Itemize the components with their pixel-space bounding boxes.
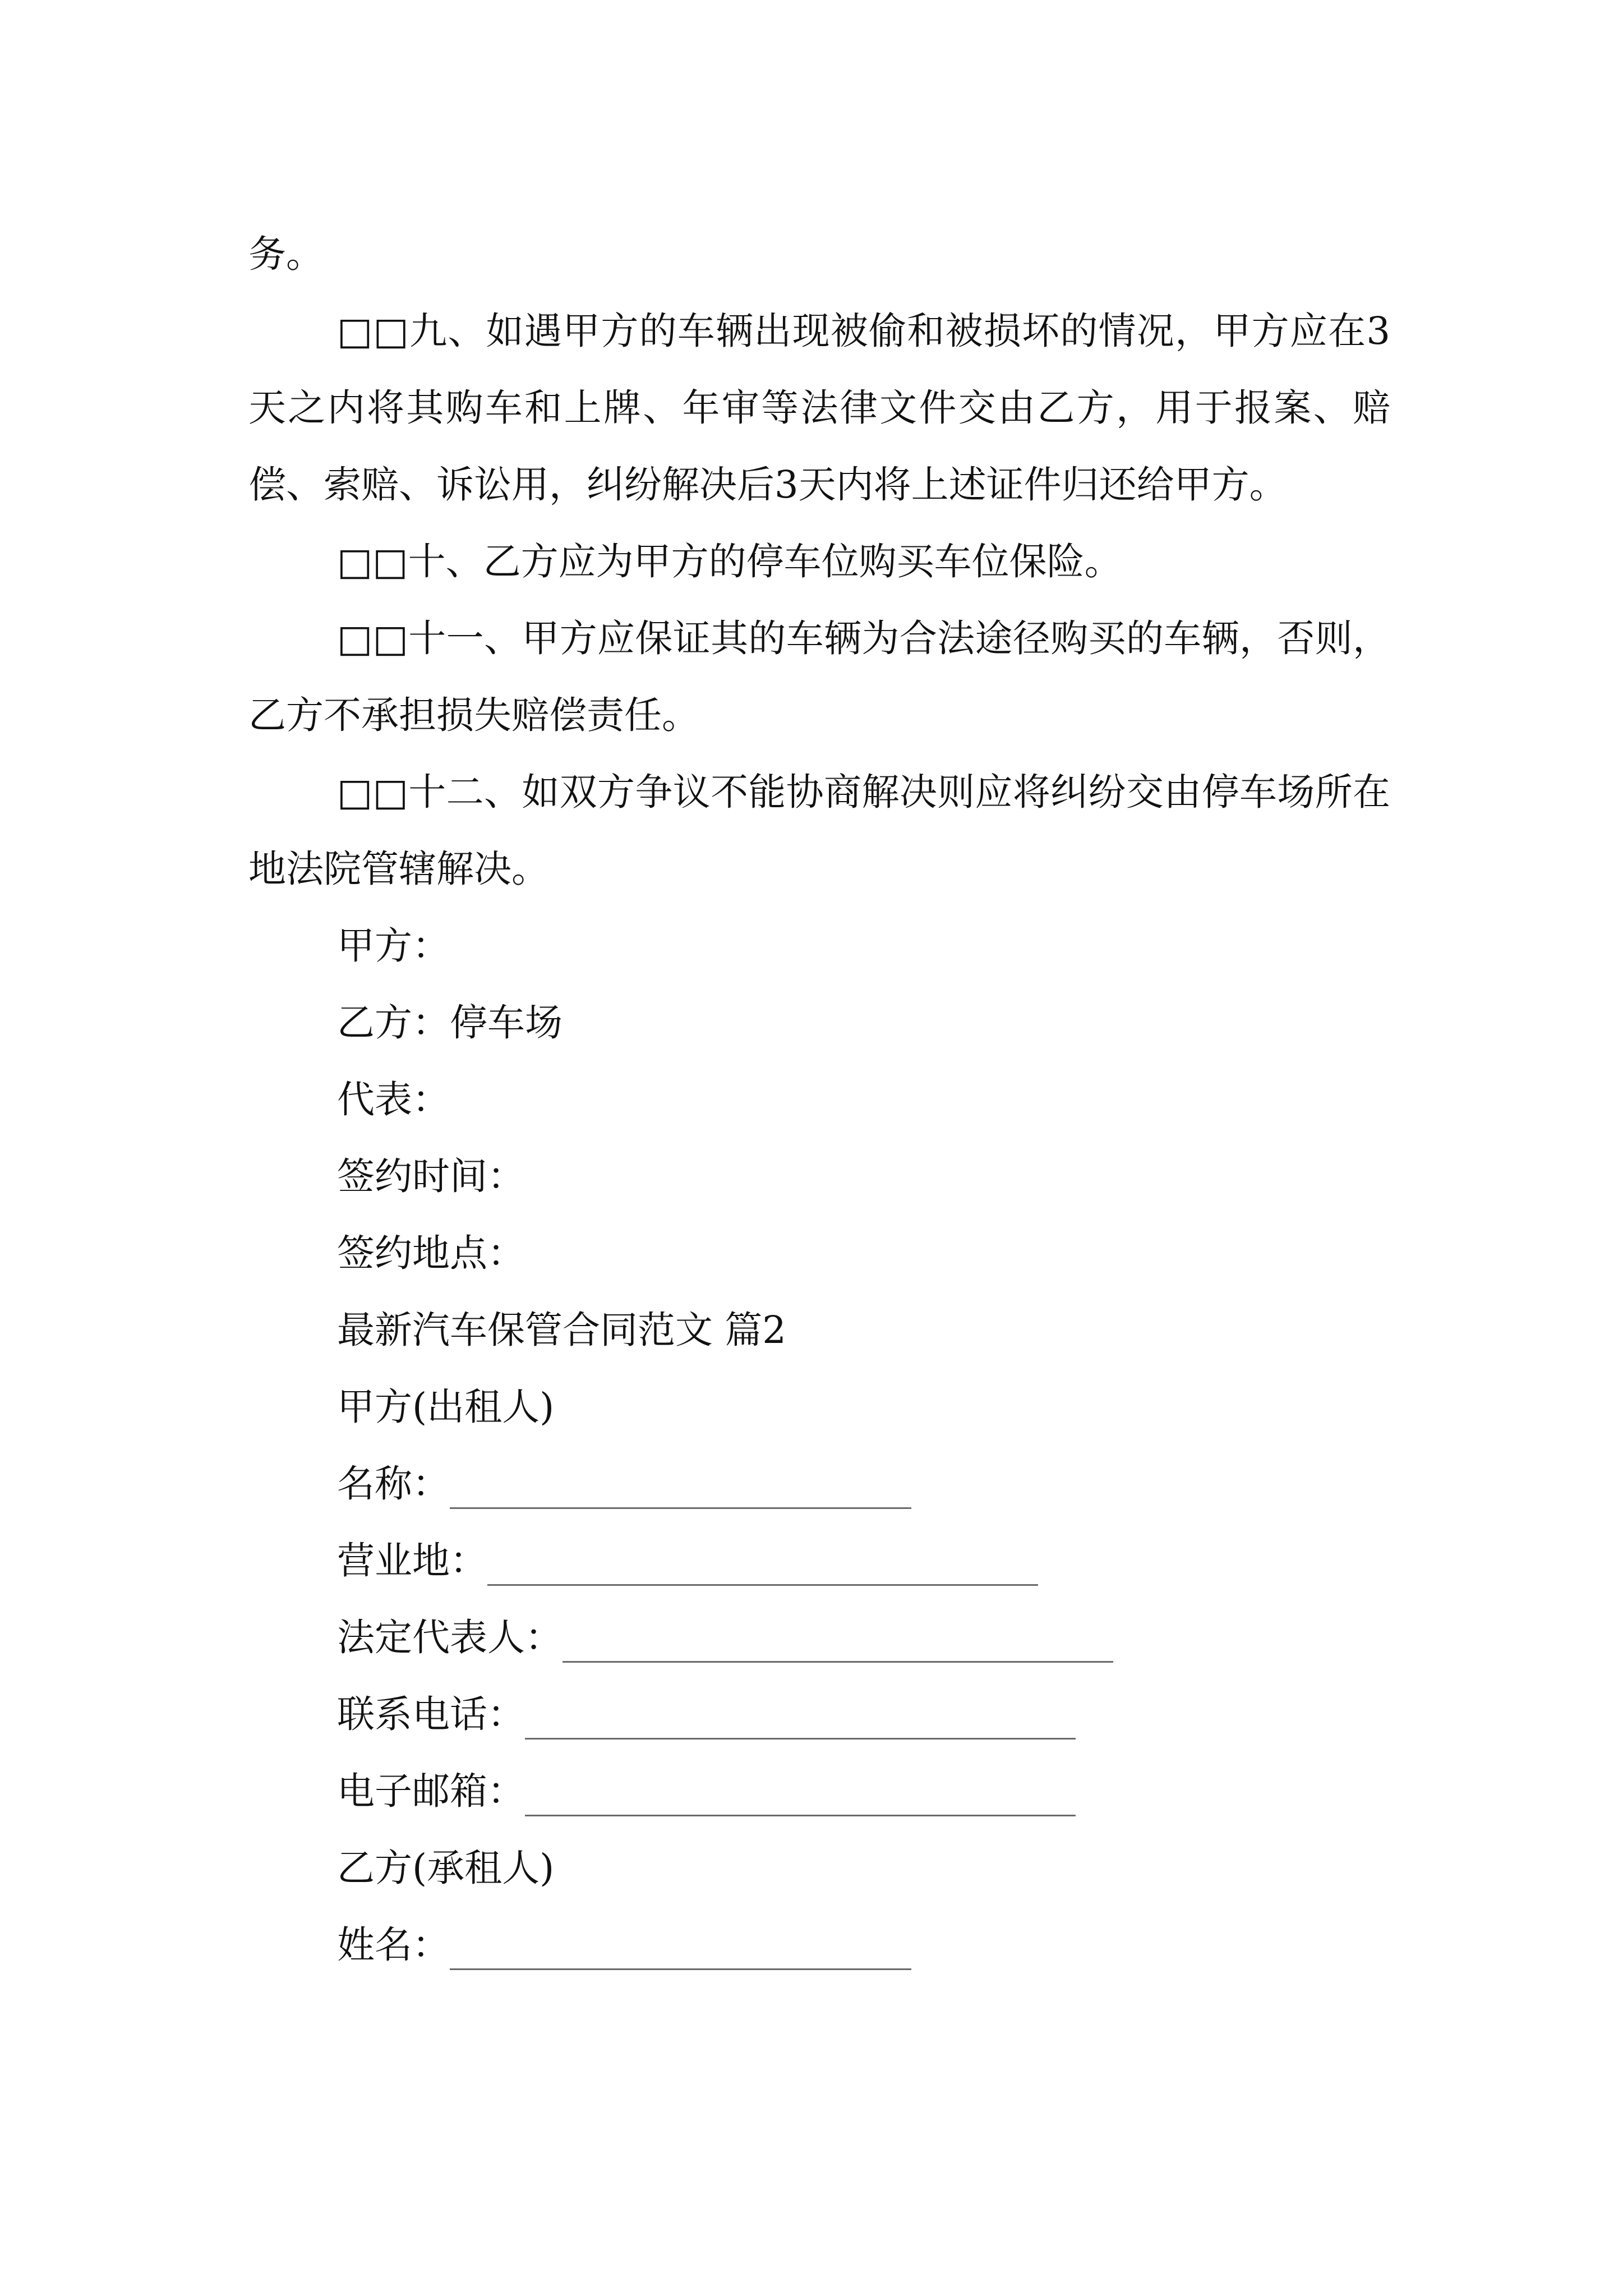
document-page: [248, 216, 1390, 1984]
email-field: [248, 1753, 1390, 1830]
lessee-name-field: [248, 1907, 1390, 1984]
representative-line: 代表：: [337, 1078, 450, 1121]
name-label: 名称：: [337, 1462, 450, 1506]
legal-rep-blank-line: [562, 1660, 1113, 1663]
email-blank-line: [525, 1814, 1076, 1816]
legal-rep-label: 法定代表人：: [337, 1616, 562, 1659]
business-address-label: 营业地：: [337, 1539, 487, 1582]
email-label: 电子邮箱：: [337, 1769, 525, 1813]
lessee-name-label: 姓名：: [337, 1923, 450, 1967]
party-a-signature: 甲方：: [337, 924, 450, 968]
clause-twelve: □□十二、如双方争议不能协商解决则应将纠纷交由停车场所在地法院管辖解决。: [248, 770, 1390, 891]
paragraph-continuation: 务。: [248, 232, 324, 276]
party-b-signature: 乙方：停车场: [337, 1001, 562, 1045]
legal-rep-field: [248, 1599, 1390, 1676]
phone-field: [248, 1676, 1390, 1753]
clause-eleven: □□十一、甲方应保证其的车辆为合法途径购买的车辆，否则，乙方不承担损失赔偿责任。: [248, 616, 1390, 737]
business-address-field: [248, 1522, 1390, 1599]
section-title: 最新汽车保管合同范文 篇2: [337, 1308, 786, 1352]
name-field: [248, 1446, 1390, 1522]
phone-blank-line: [525, 1737, 1076, 1740]
name-blank-line: [450, 1507, 911, 1509]
lessee-name-blank-line: [450, 1968, 911, 1970]
sign-place-line: 签约地点：: [337, 1231, 525, 1275]
clause-nine: □□九、如遇甲方的车辆出现被偷和被损坏的情况，甲方应在3天之内将其购车和上牌、年审等法律文件交由乙方，用于报案、赔偿、索赔、诉讼用，纠纷解决后3天内将上述证件归还给甲方。: [248, 309, 1390, 507]
lessor-heading: 甲方(出租人): [337, 1385, 555, 1429]
phone-label: 联系电话：: [337, 1692, 525, 1736]
clause-ten: □□十、乙方应为甲方的停车位购买车位保险。: [337, 540, 1122, 583]
sign-time-line: 签约时间：: [337, 1154, 525, 1198]
business-address-blank-line: [487, 1584, 1038, 1586]
lessee-heading: 乙方(承租人): [337, 1846, 555, 1890]
